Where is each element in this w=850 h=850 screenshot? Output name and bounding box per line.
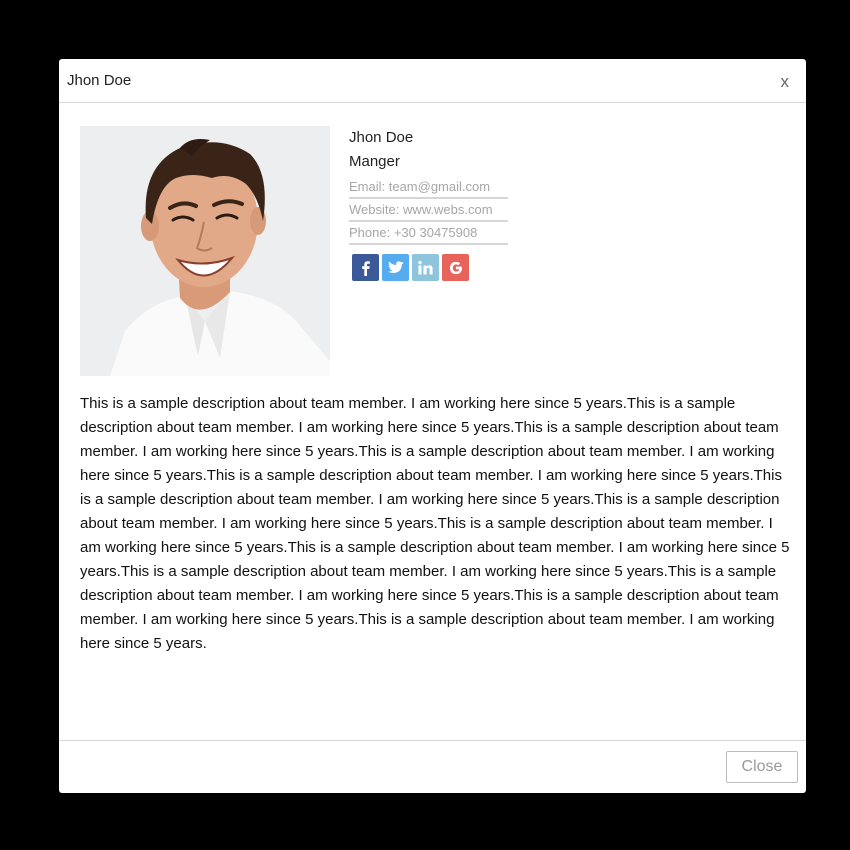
member-role: Manger [349,153,400,170]
google-plus-button[interactable] [442,254,469,281]
profile-photo-image [80,126,330,376]
member-name: Jhon Doe [349,129,414,146]
profile-info [349,129,508,281]
modal-title: Jhon Doe [67,72,132,89]
modal-close-x-button[interactable]: x [780,72,789,91]
modal-footer [59,740,806,793]
facebook-button[interactable] [352,254,379,281]
modal-header [59,59,806,103]
social-links [349,254,508,281]
linkedin-icon [417,260,435,276]
close-button[interactable]: Close [726,751,798,783]
email-text: Email: team@gmail.com [349,179,508,199]
website-text: Website: www.webs.com [349,202,508,222]
profile-photo [80,126,330,376]
facebook-icon [358,260,374,276]
member-description: This is a sample description about team member. I am working here since 5 years.This is a sample description about team member. I am working here since 5 years.This is a sample description about team member. I am working here since 5 years.This is a sample description about team member. I am working here since 5 years.This is a sample description about team member. I am working here since 5 years.This is a sample description about team member. I am working here since 5 years.This is a sample description about team member. I am working here since 5 years.This is a sample description about team member. I am working here since 5 years.This is a sample description about team member. I am working here since 5 years.This is a sample description about team member. I am working here since 5 years.This is a sample description about team member. I am working here since 5 years.This is a sample description about team member. I am working here since 5 years.This is a sample description about team member. I am working here since 5 years. [80,395,790,652]
twitter-icon [387,260,405,276]
google-plus-icon [447,259,465,277]
linkedin-button[interactable] [412,254,439,281]
team-member-modal [59,59,806,793]
twitter-button[interactable] [382,254,409,281]
phone-text: Phone: +30 30475908 [349,225,508,245]
